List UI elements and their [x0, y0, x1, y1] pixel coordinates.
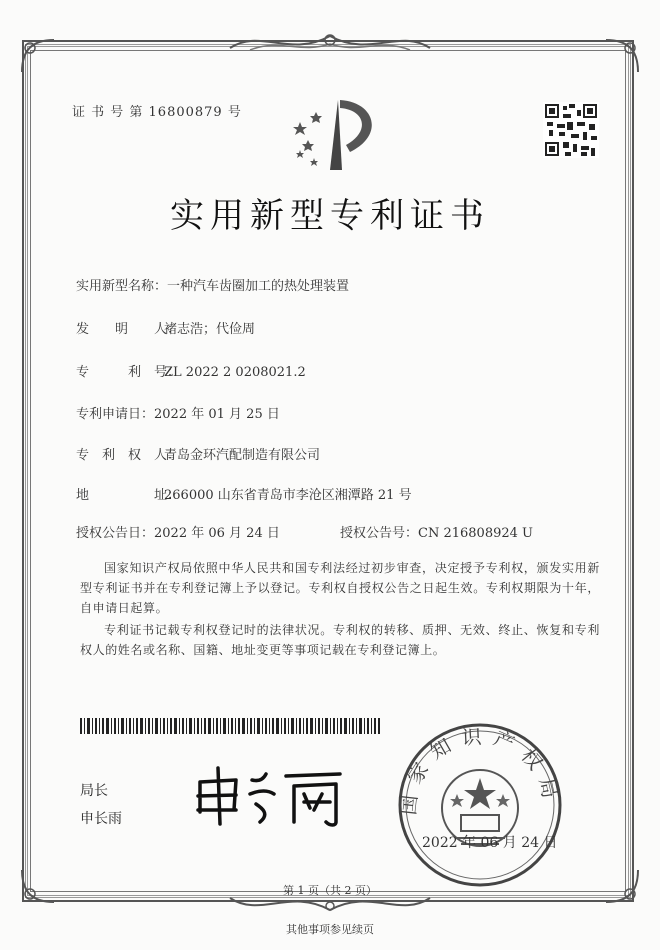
director-title: 局长	[80, 783, 108, 799]
address-label: 地 址：	[76, 488, 181, 503]
address-value: 266000 山东省青岛市李沧区湘潭路 21 号	[164, 488, 412, 503]
grant-paragraph: 国家知识产权局依照中华人民共和国专利法经过初步审查，决定授予专利权，颁发实用新型专利证书并在专利登记簿上予以登记。专利权自授权公告之日起生效。专利权期限为十年，自申请日起算。	[80, 561, 600, 615]
qr-code-icon	[543, 102, 599, 158]
utility-name-value: 一种汽车齿圈加工的热处理装置	[167, 279, 350, 294]
grant-date-value: 2022 年 06 月 24 日	[154, 526, 280, 541]
utility-name-label: 实用新型名称：	[76, 279, 168, 294]
patentee-label: 专 利 权 人：	[76, 448, 181, 463]
director-signature-icon	[190, 760, 360, 830]
top-ornament-icon	[220, 28, 440, 58]
patentee-value: 青岛金环汽配制造有限公司	[164, 448, 321, 463]
corner-ornament-icon	[18, 36, 58, 76]
certificate-title: 实用新型专利证书	[170, 196, 490, 236]
corner-ornament-icon	[602, 36, 642, 76]
grant-number-label: 授权公告号：	[340, 526, 419, 541]
patent-number-field	[76, 361, 306, 380]
inventor-label: 发 明 人：	[76, 322, 181, 337]
svg-text:国家知识产权局	[396, 724, 564, 816]
barcode-icon	[80, 718, 380, 734]
grant-date-field	[76, 522, 280, 541]
patent-number-value: ZL 2022 2 0208021.2	[164, 365, 306, 380]
grant-date-label: 授权公告日：	[76, 526, 155, 541]
seal-text: 国家知识产权局	[395, 724, 565, 817]
grant-number-value: CN 216808924 U	[418, 526, 533, 541]
utility-name-field	[76, 275, 349, 294]
certificate-number: 证 书 号 第 16800879 号	[72, 105, 242, 120]
filing-date-label: 专利申请日：	[76, 407, 155, 422]
address-field	[76, 484, 412, 503]
director-name: 申长雨	[80, 811, 122, 827]
patentee-field	[76, 444, 320, 463]
patent-number-label: 专 利 号：	[76, 365, 181, 380]
inventor-value: 褚志浩；代俭周	[164, 322, 256, 337]
grant-number-field	[340, 522, 533, 541]
legal-status-paragraph: 专利证书记载专利权登记时的法律状况。专利权的转移、质押、无效、终止、恢复和专利权人的姓名或名称、国籍、地址变更等事项记载在专利登记簿上。	[80, 623, 600, 657]
filing-date-field	[76, 403, 280, 422]
inventor-field	[76, 318, 255, 337]
filing-date-value: 2022 年 01 月 25 日	[154, 407, 280, 422]
continued-note: 其他事项参见续页	[286, 923, 374, 936]
seal-text-ring	[395, 720, 565, 890]
page-number: 第 1 页（共 2 页）	[283, 884, 377, 897]
seal-date: 2022 年 06 月 24 日	[422, 835, 558, 851]
patent-office-logo-icon	[280, 90, 390, 180]
